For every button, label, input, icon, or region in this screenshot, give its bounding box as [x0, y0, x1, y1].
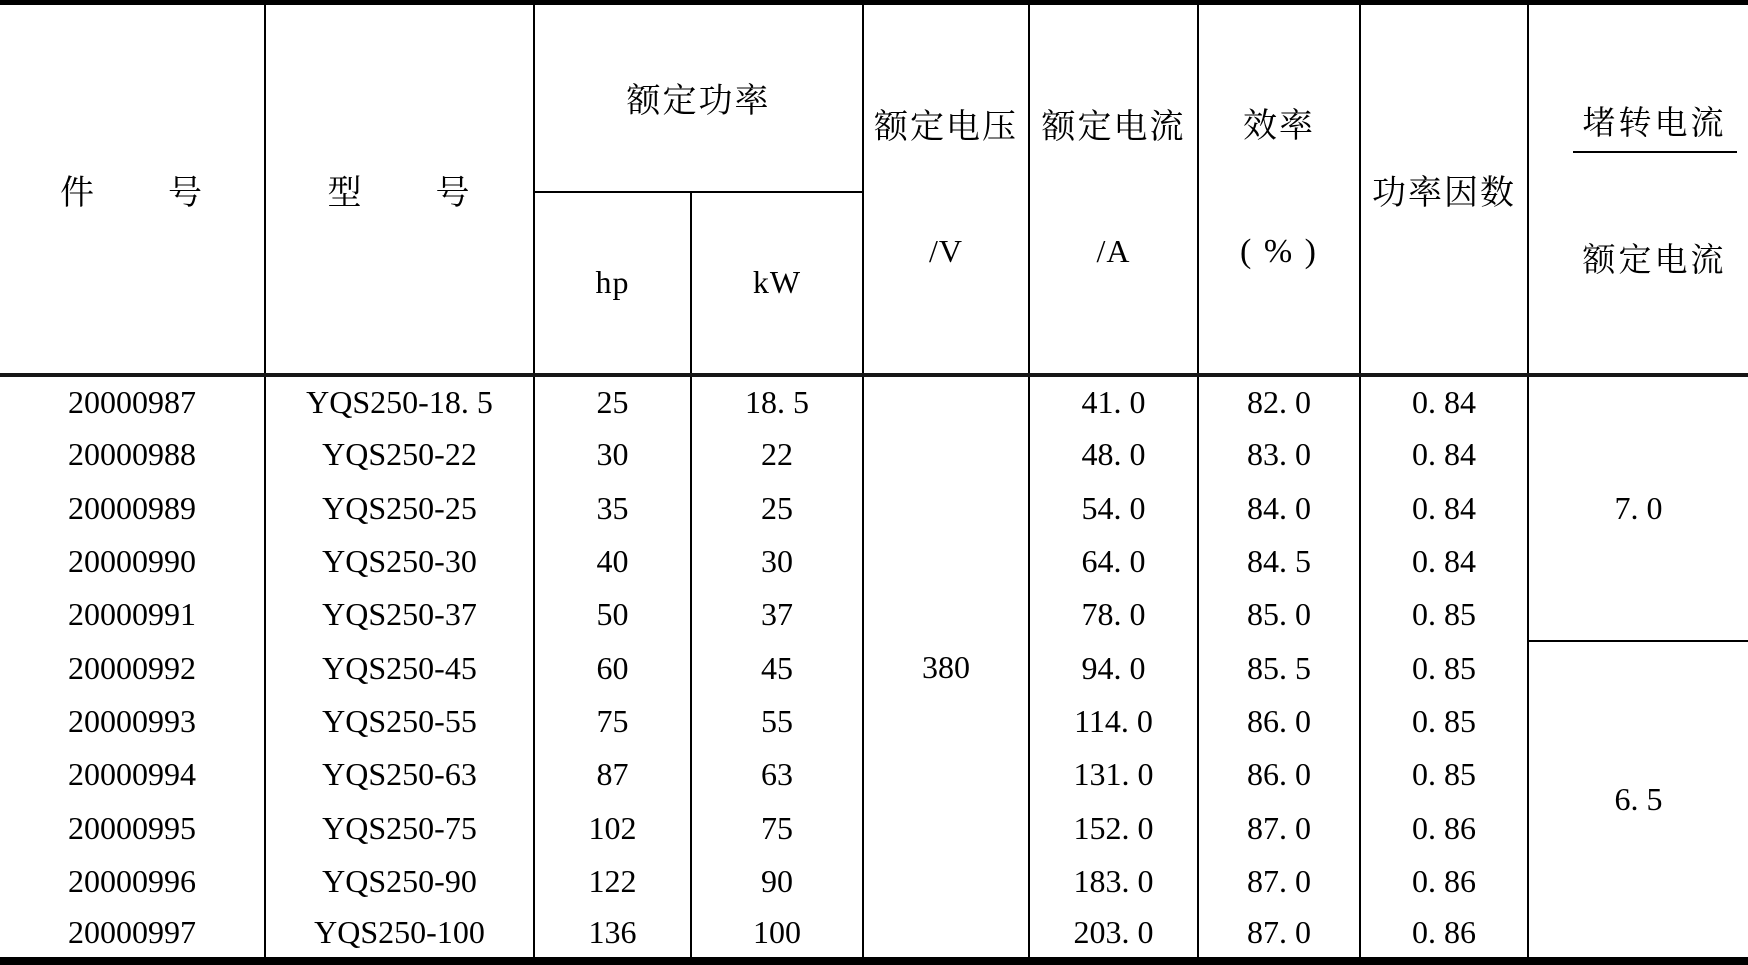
header-power-factor: 功率因数	[1360, 3, 1528, 376]
cell-current: 41. 0	[1029, 375, 1198, 428]
cell-current: 131. 0	[1029, 748, 1198, 801]
cell-power-factor: 0. 86	[1360, 908, 1528, 961]
cell-kw: 18. 5	[691, 375, 863, 428]
ratio-fraction	[1573, 23, 1737, 355]
ratio-denominator: 额定电流	[1582, 243, 1727, 279]
cell-model: YQS250-55	[265, 695, 534, 748]
table-row	[0, 375, 1748, 428]
cell-part-no: 20000987	[68, 384, 196, 421]
header-part-no: 件 号	[0, 3, 265, 376]
ratio-numerator: 堵转电流	[1573, 97, 1737, 153]
cell-kw: 100	[691, 908, 863, 961]
header-unit-hp: hp	[534, 192, 691, 375]
header-efficiency-unit: ( % )	[1240, 233, 1318, 270]
cell-model: YQS250-63	[265, 748, 534, 801]
cell-power-factor: 0. 84	[1360, 482, 1528, 535]
cell-model: YQS250-37	[265, 588, 534, 641]
cell-efficiency: 87. 0	[1198, 801, 1360, 854]
header-rated-voltage-unit: /V	[929, 233, 963, 270]
cell-efficiency: 83. 0	[1198, 428, 1360, 481]
header-model: 型 号	[265, 3, 534, 376]
header-unit-kw: kW	[691, 192, 863, 375]
cell-current: 152. 0	[1029, 801, 1198, 854]
cell-kw: 55	[691, 695, 863, 748]
cell-power-factor: 0. 85	[1360, 748, 1528, 801]
cell-kw: 22	[691, 428, 863, 481]
cell-hp: 60	[534, 641, 691, 694]
cell-efficiency: 82. 0	[1198, 375, 1360, 428]
cell-model: YQS250-75	[265, 801, 534, 854]
cell-power-factor: 0. 86	[1360, 855, 1528, 908]
header-ratio	[1528, 3, 1748, 376]
cell-part-no: 20000990	[68, 543, 196, 580]
cell-current: 94. 0	[1029, 641, 1198, 694]
cell-power-factor: 0. 86	[1360, 801, 1528, 854]
cell-part-no: 20000991	[68, 596, 196, 633]
cell-current: 114. 0	[1029, 695, 1198, 748]
table-header	[0, 3, 1748, 376]
cell-efficiency: 84. 0	[1198, 482, 1360, 535]
cell-power-factor: 0. 85	[1360, 588, 1528, 641]
cell-efficiency: 84. 5	[1198, 535, 1360, 588]
cell-model: YQS250-22	[265, 428, 534, 481]
cell-hp: 102	[534, 801, 691, 854]
header-rated-voltage-cn: 额定电压	[874, 109, 1018, 147]
header-rated-current-cn: 额定电流	[1041, 109, 1186, 147]
cell-kw: 37	[691, 588, 863, 641]
cell-kw: 63	[691, 748, 863, 801]
cell-power-factor: 0. 84	[1360, 535, 1528, 588]
cell-model: YQS250-90	[265, 855, 534, 908]
header-rated-power: 额定功率	[534, 3, 863, 192]
cell-power-factor: 0. 84	[1360, 375, 1528, 428]
cell-current: 78. 0	[1029, 588, 1198, 641]
cell-current: 48. 0	[1029, 428, 1198, 481]
cell-model: YQS250-45	[265, 641, 534, 694]
header-rated-voltage	[863, 3, 1029, 376]
cell-current: 64. 0	[1029, 535, 1198, 588]
cell-power-factor: 0. 85	[1360, 695, 1528, 748]
cell-part-no: 20000993	[68, 702, 196, 739]
cell-kw: 25	[691, 482, 863, 535]
cell-part-no: 20000992	[68, 649, 196, 686]
cell-current: 54. 0	[1029, 482, 1198, 535]
cell-model: YQS250-30	[265, 535, 534, 588]
cell-ratio-group-1: 7. 0	[1528, 375, 1748, 641]
cell-hp: 30	[534, 428, 691, 481]
cell-current: 183. 0	[1029, 855, 1198, 908]
cell-ratio-group-2: 6. 5	[1528, 641, 1748, 961]
cell-efficiency: 87. 0	[1198, 908, 1360, 961]
header-rated-current-unit: /A	[1096, 233, 1131, 270]
cell-efficiency: 85. 0	[1198, 588, 1360, 641]
cell-hp: 50	[534, 588, 691, 641]
cell-kw: 30	[691, 535, 863, 588]
cell-efficiency: 86. 0	[1198, 748, 1360, 801]
cell-kw: 90	[691, 855, 863, 908]
cell-kw: 45	[691, 641, 863, 694]
cell-hp: 75	[534, 695, 691, 748]
cell-hp: 122	[534, 855, 691, 908]
cell-part-no: 20000988	[68, 436, 196, 473]
cell-part-no: 20000994	[68, 756, 196, 793]
header-efficiency	[1198, 3, 1360, 376]
cell-power-factor: 0. 85	[1360, 641, 1528, 694]
cell-kw: 75	[691, 801, 863, 854]
cell-hp: 25	[534, 375, 691, 428]
cell-part-no: 20000989	[68, 489, 196, 526]
cell-efficiency: 86. 0	[1198, 695, 1360, 748]
cell-model: YQS250-100	[265, 908, 534, 961]
cell-model: YQS250-25	[265, 482, 534, 535]
header-efficiency-cn: 效率	[1243, 107, 1315, 145]
table-body	[0, 375, 1748, 961]
cell-model: YQS250-18. 5	[265, 375, 534, 428]
cell-hp: 136	[534, 908, 691, 961]
cell-part-no: 20000997	[68, 914, 196, 951]
cell-hp: 35	[534, 482, 691, 535]
cell-power-factor: 0. 84	[1360, 428, 1528, 481]
cell-efficiency: 85. 5	[1198, 641, 1360, 694]
cell-hp: 40	[534, 535, 691, 588]
header-row-1	[0, 3, 1748, 192]
cell-rated-voltage: 380	[863, 375, 1029, 961]
header-rated-current	[1029, 3, 1198, 376]
cell-hp: 87	[534, 748, 691, 801]
cell-part-no: 20000995	[68, 809, 196, 846]
cell-part-no: 20000996	[68, 862, 196, 899]
cell-current: 203. 0	[1029, 908, 1198, 961]
cell-efficiency: 87. 0	[1198, 855, 1360, 908]
